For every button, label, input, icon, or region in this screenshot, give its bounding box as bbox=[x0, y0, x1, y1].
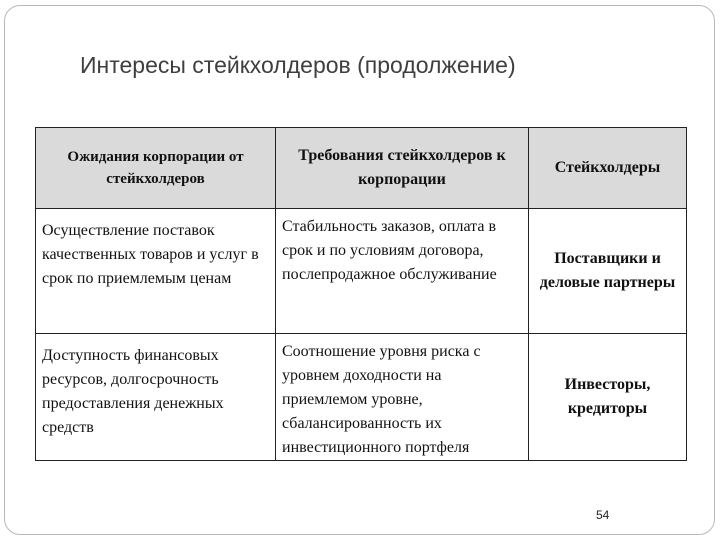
slide-title: Интересы стейкхолдеров (продолжение) bbox=[80, 52, 516, 78]
stakeholders-cell bbox=[529, 334, 687, 461]
expectations-text: Осуществление поставок качественных товаров и услуг в срок по приемлемым ценам bbox=[42, 222, 259, 287]
header-stakeholders: Стейкхолдеры bbox=[529, 128, 687, 209]
stakeholders-table bbox=[35, 127, 687, 461]
expectations-text: Доступность финансовых ресурсов, долгосрочность предоставления денежных средств bbox=[42, 347, 224, 436]
header-expectations: Ожидания корпорации от стейкхолдеров bbox=[36, 128, 276, 209]
table-row bbox=[36, 334, 687, 461]
table-header-row bbox=[36, 128, 687, 209]
requirements-cell bbox=[276, 334, 529, 461]
stakeholders-text: Поставщики и деловые партнеры bbox=[539, 250, 676, 291]
stakeholders-text: Инвесторы, кредиторы bbox=[564, 376, 651, 417]
table-row bbox=[36, 209, 687, 334]
slide-number: 54 bbox=[596, 508, 610, 522]
header-requirements: Требования стейкхолдеров к корпорации bbox=[276, 128, 529, 209]
requirements-text: Стабильность заказов, оплата в срок и по условиям договора, послепродажное обслуживание bbox=[282, 218, 497, 283]
expectations-cell bbox=[36, 334, 276, 461]
expectations-cell bbox=[36, 209, 276, 334]
requirements-text: Соотношение уровня риска с уровнем доходности на приемлемом уровне, сбалансированность их инвестиционного портфеля bbox=[282, 343, 481, 456]
stakeholders-cell bbox=[529, 209, 687, 334]
requirements-cell bbox=[276, 209, 529, 334]
